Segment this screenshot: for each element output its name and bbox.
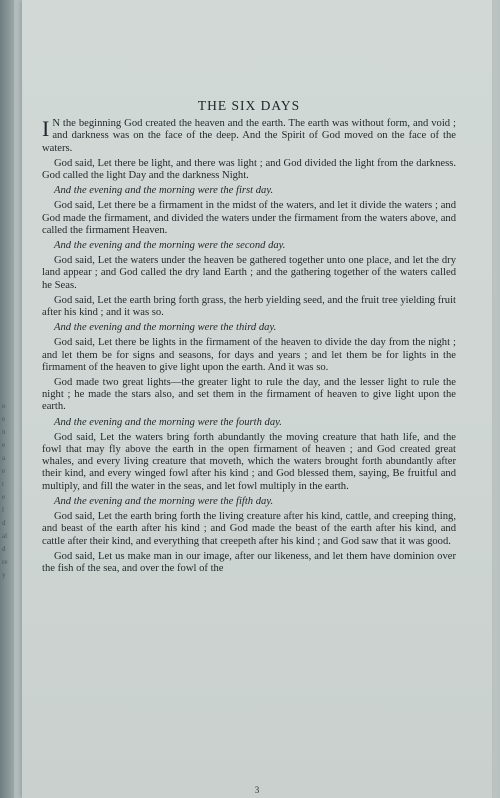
margin-letter: e <box>2 467 6 475</box>
paragraph: God said, Let there be light, and there was light ; and God divided the light from the darkness. God called the light Day and the darkness Night. <box>42 157 456 182</box>
margin-letter: al <box>2 532 8 540</box>
margin-letter: t <box>2 480 4 488</box>
margin-letter: y <box>2 571 6 579</box>
refrain-line: And the evening and the morning were the fourth day. <box>54 416 282 428</box>
page-number: 3 <box>254 785 260 795</box>
paragraph: God said, Let the waters bring forth abundantly the moving creature that hath life, and the fowl that may fly above the earth in the open firmament of heaven ; and God created great whales, and every living creature that moveth, which the waters brought forth abundantly after their kind, and every winged fowl after his kind ; and God blessed them, saying, Be fruitful and multiply, and fill the water in the seas, and let fowl multiply in the earth. <box>42 431 456 492</box>
margin-letter: o <box>2 402 6 410</box>
opening-paragraph <box>42 118 456 155</box>
refrain-line: And the evening and the morning were the third day. <box>54 322 277 334</box>
paragraph: God made two great lights—the greater light to rule the day, and the lesser light to rule the night ; he made the stars also, and set them in the firmament of heaven to give light upon the earth. <box>42 377 456 413</box>
margin-letter: e <box>2 441 6 449</box>
paragraph: God said, Let the waters under the heaven be gathered together unto one place, and let the dry land appear ; and God called the dry land Earth ; and the gathering together of the waters called he Seas. <box>42 255 456 291</box>
book-page <box>22 0 492 798</box>
margin-letter: e <box>2 493 6 501</box>
margin-letter: n <box>2 428 6 436</box>
book-spine <box>0 0 14 798</box>
drop-cap: I <box>42 116 50 142</box>
paragraph: God said, Let the earth bring forth the living creature after his kind, cattle, and creeping thing, and beast of the earth after his kind ; and God made the beast of the earth after his kind, and cattle after their kind, and everything that creepeth after his kind ; and God saw that it was good. <box>42 511 456 547</box>
refrain-line: And the evening and the morning were the first day. <box>54 185 274 197</box>
facing-page-edge-text <box>2 400 12 582</box>
refrain-line: And the evening and the morning were the second day. <box>54 240 286 252</box>
refrain-line: And the evening and the morning were the fifth day. <box>54 495 274 507</box>
paragraph-text: N the beginning God created the heaven and the earth. The earth was without form, and void ; and darkness was on the face of the deep. And the Spirit of God moved on the face of the waters. <box>42 118 456 154</box>
paragraph: God said, Let there be lights in the firmament of the heaven to divide the day from the night ; and let them be for signs and seasons, for days and years ; and let them be for lights in the firmament of the heaven to give light upon the earth. And it was so. <box>42 337 456 373</box>
margin-letter: d <box>2 519 6 527</box>
paragraph: God said, Let us make man in our image, after our likeness, and let them have dominion over the fish of the sea, and over the fowl of the <box>42 550 456 574</box>
paragraph: God said, Let the earth bring forth grass, the herb yielding seed, and the fruit tree yielding fruit after his kind ; and it was so. <box>42 294 456 319</box>
page-title: THE SIX DAYS <box>197 98 301 113</box>
page-body <box>42 100 456 578</box>
paragraph: God said, Let there be a firmament in the midst of the waters, and let it divide the waters ; and God made the firmament, and divided the waters under the firmament from the waters above, and called the firmament Heaven. <box>42 200 456 236</box>
margin-letter: e <box>2 415 6 423</box>
margin-letter: d <box>2 545 6 553</box>
paragraph-list <box>42 118 456 575</box>
margin-letter: re <box>2 558 8 566</box>
margin-letter: l <box>2 506 4 514</box>
margin-letter: a <box>2 454 6 462</box>
